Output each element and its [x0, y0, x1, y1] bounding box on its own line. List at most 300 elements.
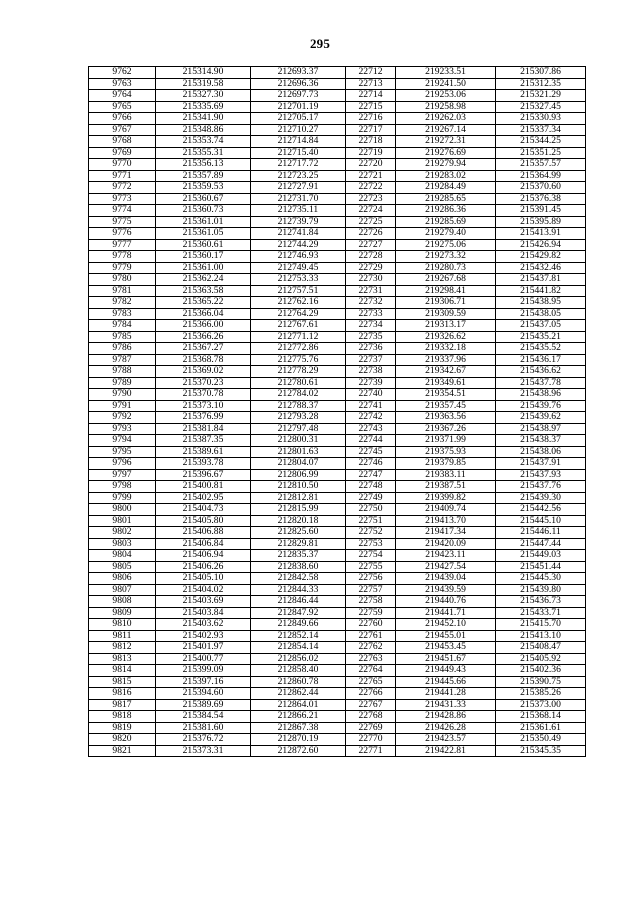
- y-coordinate-right-cell: 215405.92: [496, 653, 586, 665]
- x-coordinate-right-cell: 219285.65: [396, 193, 496, 205]
- point-number-right-cell: 22758: [346, 596, 396, 608]
- table-row: [89, 435, 586, 447]
- table-row: [89, 596, 586, 608]
- x-coordinate-left-cell: 215400.77: [156, 653, 251, 665]
- x-coordinate-right-cell: 219309.59: [396, 308, 496, 320]
- x-coordinate-left-cell: 215360.17: [156, 251, 251, 263]
- y-coordinate-right-cell: 215437.93: [496, 469, 586, 481]
- point-number-left-cell: 9787: [89, 354, 156, 366]
- x-coordinate-right-cell: 219426.28: [396, 722, 496, 734]
- y-coordinate-left-cell: 212701.19: [251, 101, 346, 113]
- y-coordinate-left-cell: 212727.91: [251, 182, 346, 194]
- x-coordinate-right-cell: 219420.09: [396, 538, 496, 550]
- x-coordinate-right-cell: 219383.11: [396, 469, 496, 481]
- x-coordinate-right-cell: 219267.68: [396, 274, 496, 286]
- x-coordinate-left-cell: 215400.81: [156, 481, 251, 493]
- x-coordinate-right-cell: 219354.51: [396, 389, 496, 401]
- y-coordinate-right-cell: 215350.49: [496, 734, 586, 746]
- x-coordinate-right-cell: 219375.93: [396, 446, 496, 458]
- y-coordinate-left-cell: 212739.79: [251, 216, 346, 228]
- point-number-right-cell: 22718: [346, 136, 396, 148]
- table-row: [89, 377, 586, 389]
- y-coordinate-right-cell: 215438.95: [496, 297, 586, 309]
- x-coordinate-right-cell: 219276.69: [396, 147, 496, 159]
- point-number-left-cell: 9803: [89, 538, 156, 550]
- point-number-right-cell: 22716: [346, 113, 396, 125]
- y-coordinate-right-cell: 215445.30: [496, 573, 586, 585]
- point-number-left-cell: 9819: [89, 722, 156, 734]
- y-coordinate-right-cell: 215438.97: [496, 423, 586, 435]
- table-row: [89, 446, 586, 458]
- y-coordinate-right-cell: 215449.03: [496, 550, 586, 562]
- y-coordinate-right-cell: 215442.56: [496, 504, 586, 516]
- point-number-left-cell: 9771: [89, 170, 156, 182]
- table-row: [89, 573, 586, 585]
- x-coordinate-right-cell: 219233.51: [396, 67, 496, 79]
- y-coordinate-left-cell: 212812.81: [251, 492, 346, 504]
- point-number-left-cell: 9821: [89, 745, 156, 757]
- x-coordinate-left-cell: 215357.89: [156, 170, 251, 182]
- table-row: [89, 584, 586, 596]
- y-coordinate-right-cell: 215408.47: [496, 642, 586, 654]
- x-coordinate-left-cell: 215360.73: [156, 205, 251, 217]
- y-coordinate-right-cell: 215451.44: [496, 561, 586, 573]
- x-coordinate-left-cell: 215399.09: [156, 665, 251, 677]
- x-coordinate-left-cell: 215370.23: [156, 377, 251, 389]
- point-number-left-cell: 9818: [89, 711, 156, 723]
- table-row: [89, 113, 586, 125]
- x-coordinate-left-cell: 215353.74: [156, 136, 251, 148]
- x-coordinate-left-cell: 215314.90: [156, 67, 251, 79]
- point-number-left-cell: 9775: [89, 216, 156, 228]
- y-coordinate-left-cell: 212870.19: [251, 734, 346, 746]
- table-row: [89, 136, 586, 148]
- table-row: [89, 193, 586, 205]
- table-row: [89, 469, 586, 481]
- point-number-right-cell: 22732: [346, 297, 396, 309]
- point-number-right-cell: 22729: [346, 262, 396, 274]
- x-coordinate-right-cell: 219275.06: [396, 239, 496, 251]
- y-coordinate-right-cell: 215312.35: [496, 78, 586, 90]
- x-coordinate-left-cell: 215402.95: [156, 492, 251, 504]
- point-number-right-cell: 22731: [346, 285, 396, 297]
- y-coordinate-left-cell: 212854.14: [251, 642, 346, 654]
- point-number-left-cell: 9791: [89, 400, 156, 412]
- y-coordinate-left-cell: 212731.70: [251, 193, 346, 205]
- x-coordinate-right-cell: 219422.81: [396, 745, 496, 757]
- table-row: [89, 182, 586, 194]
- y-coordinate-right-cell: 215345.35: [496, 745, 586, 757]
- y-coordinate-left-cell: 212723.25: [251, 170, 346, 182]
- y-coordinate-right-cell: 215368.14: [496, 711, 586, 723]
- point-number-right-cell: 22764: [346, 665, 396, 677]
- y-coordinate-right-cell: 215357.57: [496, 159, 586, 171]
- table-row: [89, 331, 586, 343]
- y-coordinate-right-cell: 215415.70: [496, 619, 586, 631]
- x-coordinate-right-cell: 219409.74: [396, 504, 496, 516]
- x-coordinate-left-cell: 215406.26: [156, 561, 251, 573]
- point-number-left-cell: 9773: [89, 193, 156, 205]
- point-number-left-cell: 9768: [89, 136, 156, 148]
- y-coordinate-right-cell: 215439.30: [496, 492, 586, 504]
- y-coordinate-left-cell: 212867.38: [251, 722, 346, 734]
- y-coordinate-right-cell: 215439.62: [496, 412, 586, 424]
- table-row: [89, 550, 586, 562]
- x-coordinate-left-cell: 215376.99: [156, 412, 251, 424]
- x-coordinate-right-cell: 219285.69: [396, 216, 496, 228]
- point-number-right-cell: 22763: [346, 653, 396, 665]
- y-coordinate-left-cell: 212778.29: [251, 366, 346, 378]
- point-number-right-cell: 22726: [346, 228, 396, 240]
- table-row: [89, 205, 586, 217]
- point-number-right-cell: 22750: [346, 504, 396, 516]
- y-coordinate-left-cell: 212797.48: [251, 423, 346, 435]
- table-row: [89, 251, 586, 263]
- y-coordinate-right-cell: 215429.82: [496, 251, 586, 263]
- point-number-right-cell: 22730: [346, 274, 396, 286]
- point-number-right-cell: 22754: [346, 550, 396, 562]
- y-coordinate-left-cell: 212842.58: [251, 573, 346, 585]
- table-row: [89, 308, 586, 320]
- x-coordinate-right-cell: 219272.31: [396, 136, 496, 148]
- point-number-right-cell: 22714: [346, 90, 396, 102]
- y-coordinate-right-cell: 215436.73: [496, 596, 586, 608]
- y-coordinate-left-cell: 212696.36: [251, 78, 346, 90]
- y-coordinate-left-cell: 212835.37: [251, 550, 346, 562]
- x-coordinate-right-cell: 219379.85: [396, 458, 496, 470]
- point-number-right-cell: 22747: [346, 469, 396, 481]
- point-number-left-cell: 9776: [89, 228, 156, 240]
- y-coordinate-right-cell: 215361.61: [496, 722, 586, 734]
- x-coordinate-right-cell: 219371.99: [396, 435, 496, 447]
- x-coordinate-left-cell: 215361.05: [156, 228, 251, 240]
- point-number-right-cell: 22757: [346, 584, 396, 596]
- point-number-right-cell: 22734: [346, 320, 396, 332]
- y-coordinate-left-cell: 212849.66: [251, 619, 346, 631]
- x-coordinate-right-cell: 219279.40: [396, 228, 496, 240]
- x-coordinate-right-cell: 219267.14: [396, 124, 496, 136]
- point-number-left-cell: 9779: [89, 262, 156, 274]
- point-number-left-cell: 9777: [89, 239, 156, 251]
- x-coordinate-right-cell: 219349.61: [396, 377, 496, 389]
- x-coordinate-left-cell: 215403.84: [156, 607, 251, 619]
- table-row: [89, 642, 586, 654]
- x-coordinate-left-cell: 215368.78: [156, 354, 251, 366]
- point-number-left-cell: 9793: [89, 423, 156, 435]
- point-number-left-cell: 9795: [89, 446, 156, 458]
- x-coordinate-left-cell: 215402.93: [156, 630, 251, 642]
- y-coordinate-left-cell: 212788.37: [251, 400, 346, 412]
- point-number-left-cell: 9785: [89, 331, 156, 343]
- x-coordinate-right-cell: 219241.50: [396, 78, 496, 90]
- y-coordinate-left-cell: 212705.17: [251, 113, 346, 125]
- table-row: [89, 400, 586, 412]
- table-row: [89, 607, 586, 619]
- x-coordinate-right-cell: 219431.33: [396, 699, 496, 711]
- x-coordinate-left-cell: 215369.02: [156, 366, 251, 378]
- y-coordinate-right-cell: 215438.05: [496, 308, 586, 320]
- point-number-left-cell: 9820: [89, 734, 156, 746]
- x-coordinate-left-cell: 215361.00: [156, 262, 251, 274]
- y-coordinate-left-cell: 212757.51: [251, 285, 346, 297]
- y-coordinate-right-cell: 215413.10: [496, 630, 586, 642]
- point-number-right-cell: 22719: [346, 147, 396, 159]
- y-coordinate-left-cell: 212717.72: [251, 159, 346, 171]
- y-coordinate-left-cell: 212746.93: [251, 251, 346, 263]
- point-number-right-cell: 22761: [346, 630, 396, 642]
- point-number-right-cell: 22740: [346, 389, 396, 401]
- y-coordinate-right-cell: 215435.21: [496, 331, 586, 343]
- y-coordinate-left-cell: 212735.11: [251, 205, 346, 217]
- y-coordinate-left-cell: 212753.33: [251, 274, 346, 286]
- x-coordinate-right-cell: 219280.73: [396, 262, 496, 274]
- table-row: [89, 412, 586, 424]
- x-coordinate-right-cell: 219342.67: [396, 366, 496, 378]
- y-coordinate-left-cell: 212858.40: [251, 665, 346, 677]
- point-number-left-cell: 9789: [89, 377, 156, 389]
- y-coordinate-left-cell: 212764.29: [251, 308, 346, 320]
- y-coordinate-right-cell: 215437.81: [496, 274, 586, 286]
- x-coordinate-left-cell: 215367.27: [156, 343, 251, 355]
- x-coordinate-left-cell: 215356.13: [156, 159, 251, 171]
- point-number-right-cell: 22725: [346, 216, 396, 228]
- x-coordinate-right-cell: 219451.67: [396, 653, 496, 665]
- point-number-right-cell: 22751: [346, 515, 396, 527]
- x-coordinate-right-cell: 219262.03: [396, 113, 496, 125]
- x-coordinate-left-cell: 215404.02: [156, 584, 251, 596]
- y-coordinate-left-cell: 212866.21: [251, 711, 346, 723]
- point-number-left-cell: 9786: [89, 343, 156, 355]
- x-coordinate-left-cell: 215394.60: [156, 688, 251, 700]
- x-coordinate-right-cell: 219313.17: [396, 320, 496, 332]
- y-coordinate-right-cell: 215391.45: [496, 205, 586, 217]
- y-coordinate-left-cell: 212804.07: [251, 458, 346, 470]
- point-number-left-cell: 9781: [89, 285, 156, 297]
- point-number-right-cell: 22765: [346, 676, 396, 688]
- y-coordinate-left-cell: 212815.99: [251, 504, 346, 516]
- x-coordinate-right-cell: 219427.54: [396, 561, 496, 573]
- y-coordinate-right-cell: 215376.38: [496, 193, 586, 205]
- x-coordinate-left-cell: 215348.86: [156, 124, 251, 136]
- point-number-left-cell: 9796: [89, 458, 156, 470]
- y-coordinate-right-cell: 215437.78: [496, 377, 586, 389]
- y-coordinate-right-cell: 215390.75: [496, 676, 586, 688]
- x-coordinate-right-cell: 219449.43: [396, 665, 496, 677]
- point-number-left-cell: 9790: [89, 389, 156, 401]
- table-row: [89, 159, 586, 171]
- y-coordinate-right-cell: 215438.06: [496, 446, 586, 458]
- point-number-left-cell: 9769: [89, 147, 156, 159]
- x-coordinate-left-cell: 215381.84: [156, 423, 251, 435]
- y-coordinate-left-cell: 212862.44: [251, 688, 346, 700]
- y-coordinate-left-cell: 212772.86: [251, 343, 346, 355]
- y-coordinate-right-cell: 215437.05: [496, 320, 586, 332]
- y-coordinate-left-cell: 212852.14: [251, 630, 346, 642]
- table-row: [89, 90, 586, 102]
- point-number-right-cell: 22722: [346, 182, 396, 194]
- point-number-right-cell: 22742: [346, 412, 396, 424]
- x-coordinate-left-cell: 215373.31: [156, 745, 251, 757]
- point-number-left-cell: 9770: [89, 159, 156, 171]
- table-row: [89, 216, 586, 228]
- point-number-left-cell: 9784: [89, 320, 156, 332]
- x-coordinate-left-cell: 215381.60: [156, 722, 251, 734]
- table-row: [89, 722, 586, 734]
- point-number-right-cell: 22720: [346, 159, 396, 171]
- x-coordinate-right-cell: 219441.71: [396, 607, 496, 619]
- point-number-right-cell: 22736: [346, 343, 396, 355]
- table-row: [89, 170, 586, 182]
- table-row: [89, 699, 586, 711]
- point-number-left-cell: 9815: [89, 676, 156, 688]
- x-coordinate-left-cell: 215335.69: [156, 101, 251, 113]
- y-coordinate-left-cell: 212800.31: [251, 435, 346, 447]
- y-coordinate-left-cell: 212846.44: [251, 596, 346, 608]
- table-row: [89, 630, 586, 642]
- x-coordinate-right-cell: 219387.51: [396, 481, 496, 493]
- table-row: [89, 262, 586, 274]
- point-number-left-cell: 9806: [89, 573, 156, 585]
- y-coordinate-left-cell: 212856.02: [251, 653, 346, 665]
- y-coordinate-left-cell: 212820.18: [251, 515, 346, 527]
- point-number-left-cell: 9807: [89, 584, 156, 596]
- y-coordinate-right-cell: 215385.26: [496, 688, 586, 700]
- y-coordinate-left-cell: 212714.84: [251, 136, 346, 148]
- x-coordinate-right-cell: 219253.06: [396, 90, 496, 102]
- y-coordinate-right-cell: 215447.44: [496, 538, 586, 550]
- x-coordinate-right-cell: 219306.71: [396, 297, 496, 309]
- y-coordinate-left-cell: 212741.84: [251, 228, 346, 240]
- y-coordinate-left-cell: 212771.12: [251, 331, 346, 343]
- x-coordinate-right-cell: 219441.28: [396, 688, 496, 700]
- table-row: [89, 124, 586, 136]
- y-coordinate-right-cell: 215435.52: [496, 343, 586, 355]
- point-number-right-cell: 22756: [346, 573, 396, 585]
- x-coordinate-right-cell: 219423.57: [396, 734, 496, 746]
- y-coordinate-right-cell: 215413.91: [496, 228, 586, 240]
- point-number-right-cell: 22715: [346, 101, 396, 113]
- y-coordinate-left-cell: 212844.33: [251, 584, 346, 596]
- point-number-right-cell: 22738: [346, 366, 396, 378]
- coordinates-table: [88, 66, 586, 757]
- x-coordinate-right-cell: 219428.86: [396, 711, 496, 723]
- table-row: [89, 389, 586, 401]
- x-coordinate-right-cell: 219332.18: [396, 343, 496, 355]
- point-number-left-cell: 9811: [89, 630, 156, 642]
- x-coordinate-left-cell: 215404.73: [156, 504, 251, 516]
- x-coordinate-left-cell: 215359.53: [156, 182, 251, 194]
- x-coordinate-right-cell: 219445.66: [396, 676, 496, 688]
- table-row: [89, 354, 586, 366]
- y-coordinate-right-cell: 215344.25: [496, 136, 586, 148]
- x-coordinate-right-cell: 219453.45: [396, 642, 496, 654]
- x-coordinate-left-cell: 215355.31: [156, 147, 251, 159]
- table-row: [89, 665, 586, 677]
- x-coordinate-right-cell: 219258.98: [396, 101, 496, 113]
- x-coordinate-left-cell: 215396.67: [156, 469, 251, 481]
- page-number: 295: [309, 36, 331, 51]
- table-row: [89, 653, 586, 665]
- point-number-right-cell: 22712: [346, 67, 396, 79]
- table-row: [89, 285, 586, 297]
- x-coordinate-left-cell: 215401.97: [156, 642, 251, 654]
- y-coordinate-left-cell: 212710.27: [251, 124, 346, 136]
- x-coordinate-right-cell: 219286.36: [396, 205, 496, 217]
- x-coordinate-right-cell: 219413.70: [396, 515, 496, 527]
- point-number-left-cell: 9801: [89, 515, 156, 527]
- y-coordinate-left-cell: 212784.02: [251, 389, 346, 401]
- y-coordinate-right-cell: 215433.71: [496, 607, 586, 619]
- point-number-left-cell: 9805: [89, 561, 156, 573]
- point-number-left-cell: 9772: [89, 182, 156, 194]
- table-row: [89, 343, 586, 355]
- y-coordinate-right-cell: 215437.91: [496, 458, 586, 470]
- x-coordinate-right-cell: 219357.45: [396, 400, 496, 412]
- y-coordinate-left-cell: 212775.76: [251, 354, 346, 366]
- x-coordinate-right-cell: 219417.34: [396, 527, 496, 539]
- x-coordinate-right-cell: 219326.62: [396, 331, 496, 343]
- y-coordinate-left-cell: 212810.50: [251, 481, 346, 493]
- point-number-left-cell: 9792: [89, 412, 156, 424]
- table-row: [89, 297, 586, 309]
- point-number-left-cell: 9802: [89, 527, 156, 539]
- y-coordinate-right-cell: 215436.17: [496, 354, 586, 366]
- table-row: [89, 492, 586, 504]
- point-number-right-cell: 22746: [346, 458, 396, 470]
- x-coordinate-left-cell: 215373.10: [156, 400, 251, 412]
- point-number-right-cell: 22723: [346, 193, 396, 205]
- x-coordinate-right-cell: 219439.59: [396, 584, 496, 596]
- table-row: [89, 711, 586, 723]
- x-coordinate-left-cell: 215405.10: [156, 573, 251, 585]
- y-coordinate-right-cell: 215370.60: [496, 182, 586, 194]
- point-number-right-cell: 22724: [346, 205, 396, 217]
- y-coordinate-right-cell: 215439.80: [496, 584, 586, 596]
- x-coordinate-left-cell: 215366.00: [156, 320, 251, 332]
- y-coordinate-left-cell: 212744.29: [251, 239, 346, 251]
- x-coordinate-left-cell: 215406.88: [156, 527, 251, 539]
- x-coordinate-left-cell: 215389.69: [156, 699, 251, 711]
- table-body: [89, 67, 586, 757]
- y-coordinate-right-cell: 215438.37: [496, 435, 586, 447]
- point-number-left-cell: 9800: [89, 504, 156, 516]
- table-row: [89, 67, 586, 79]
- point-number-right-cell: 22752: [346, 527, 396, 539]
- x-coordinate-left-cell: 215363.58: [156, 285, 251, 297]
- point-number-left-cell: 9813: [89, 653, 156, 665]
- point-number-right-cell: 22749: [346, 492, 396, 504]
- y-coordinate-right-cell: 215364.99: [496, 170, 586, 182]
- point-number-left-cell: 9794: [89, 435, 156, 447]
- point-number-left-cell: 9817: [89, 699, 156, 711]
- point-number-left-cell: 9763: [89, 78, 156, 90]
- x-coordinate-right-cell: 219367.26: [396, 423, 496, 435]
- table-row: [89, 619, 586, 631]
- point-number-left-cell: 9780: [89, 274, 156, 286]
- x-coordinate-left-cell: 215366.26: [156, 331, 251, 343]
- x-coordinate-right-cell: 219279.94: [396, 159, 496, 171]
- point-number-left-cell: 9767: [89, 124, 156, 136]
- x-coordinate-left-cell: 215405.80: [156, 515, 251, 527]
- y-coordinate-left-cell: 212864.01: [251, 699, 346, 711]
- point-number-left-cell: 9814: [89, 665, 156, 677]
- x-coordinate-right-cell: 219439.04: [396, 573, 496, 585]
- x-coordinate-left-cell: 215397.16: [156, 676, 251, 688]
- y-coordinate-right-cell: 215438.96: [496, 389, 586, 401]
- point-number-left-cell: 9798: [89, 481, 156, 493]
- table-row: [89, 239, 586, 251]
- y-coordinate-right-cell: 215321.29: [496, 90, 586, 102]
